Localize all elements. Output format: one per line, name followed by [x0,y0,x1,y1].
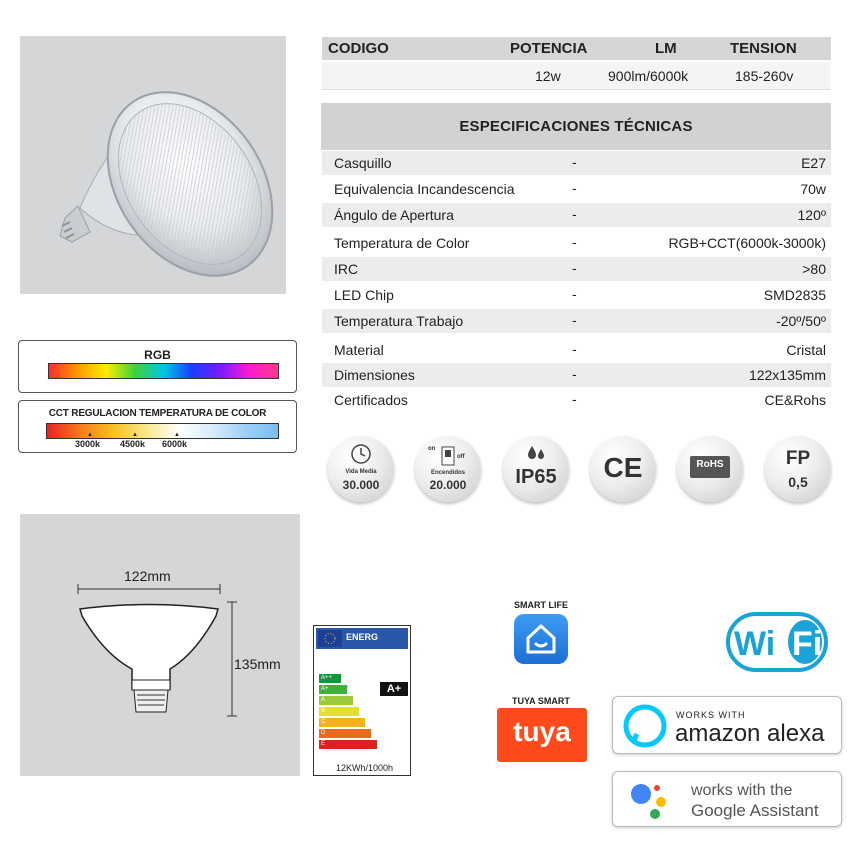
table-row [322,388,831,412]
life-badge [328,436,394,502]
fp-title: FP [785,448,811,469]
spec-title-bar [321,103,831,150]
google-assistant-works-with: works with the [691,782,793,799]
google-assistant-name: Google Assistant [691,801,819,820]
ip65-label: IP65 [515,466,557,488]
cct-title: CCT REGULACION TEMPERATURA DE COLOR [48,408,267,419]
spec-label: LED Chip [334,287,394,303]
spec-dash: - [572,391,577,407]
spec-dash: - [572,286,577,302]
spec-dash: - [572,180,577,196]
value-tension: 185-260v [735,68,794,84]
product-photo [20,36,286,294]
value-lm: 900lm/6000k [608,68,689,84]
spec-value: >80 [802,261,826,277]
switch-on-label: on [428,446,436,452]
spec-value: 120º [797,207,826,223]
top-table-header [322,37,831,60]
smartlife-app-icon [514,614,568,664]
top-table-values [322,62,831,90]
energy-word: ENERG [346,632,379,642]
spec-dash: - [572,260,577,276]
rgb-spectrum-bar [48,363,279,379]
rohs-plate [690,456,730,478]
spec-label: Dimensiones [334,367,415,383]
spec-label: Ángulo de Apertura [334,207,454,223]
energy-class-b: B [319,707,359,716]
google-assistant-icon [627,780,677,820]
table-row [322,283,831,307]
rgb-title: RGB [144,348,171,362]
par38-bulb-image [20,36,286,294]
spec-label: Temperatura Trabajo [334,313,464,329]
energy-class-a-plus-plus: A++ [319,674,341,683]
spec-dash: - [572,206,577,222]
spec-label: Equivalencia Incandescencia [334,181,515,197]
wifi-logo [726,610,832,676]
tuya-label: TUYA SMART [512,696,570,706]
spec-value: E27 [801,155,826,171]
table-row [322,309,831,333]
alexa-badge [612,696,842,754]
header-codigo: CODIGO [328,40,389,57]
energy-consumption: 12KWh/1000h [336,763,394,773]
energy-class-d: D [319,729,371,738]
ce-badge [590,436,656,502]
dimension-height: 135mm [234,656,281,672]
rgb-color-box [18,340,297,393]
header-potencia: POTENCIA [510,40,588,57]
spec-value: SMD2835 [763,287,826,303]
spec-dash: - [572,366,577,382]
switch-value: 20.000 [429,478,467,492]
spec-value: CE&Rohs [764,392,826,408]
spec-dash: - [572,341,577,357]
energy-label [313,625,411,776]
spec-label: Certificados [334,392,408,408]
switch-off-label: off [457,454,465,460]
switch-badge [415,436,481,502]
table-row [322,231,831,255]
energy-class-a: A [319,696,353,705]
eu-flag-icon [318,630,342,647]
rohs-label: RoHS [696,459,724,470]
google-assistant-badge [612,771,842,827]
table-row [322,203,831,227]
table-row [322,338,831,362]
energy-class-e: E [319,740,377,749]
spec-title: ESPECIFICACIONES TÉCNICAS [459,118,693,135]
table-row [322,177,831,201]
dimension-drawing [20,514,300,776]
energy-class-a-plus: A+ [319,685,347,694]
table-row [322,257,831,281]
clock-icon [349,442,373,466]
energy-rating: A+ [380,682,408,696]
life-label: Vida Media [345,469,377,475]
spec-value: RGB+CCT(6000k-3000k) [668,235,826,251]
energy-class-c: C [319,718,365,727]
water-drops-icon [525,444,547,462]
svg-text:Fi: Fi [792,625,823,663]
svg-text:Wi: Wi [734,625,776,663]
alexa-name: amazon alexa [675,720,825,747]
spec-label: Casquillo [334,155,392,171]
switch-icon [441,446,455,466]
home-icon [514,614,568,664]
header-tension: TENSION [730,40,797,57]
switch-label: Encendidos [430,470,465,476]
tuya-logo-text: tuya [513,716,571,747]
fp-badge [765,436,831,502]
ip65-badge [503,436,569,502]
cct-gradient-bar [46,423,279,439]
energy-header [316,628,408,649]
cct-mark-3000k: ▲ 3000k [75,439,100,449]
spec-label: IRC [334,261,359,277]
alexa-works-with: WORKS WITH [676,710,746,720]
fp-value: 0,5 [788,474,808,490]
spec-dash: - [572,312,577,328]
spec-label: Temperatura de Color [334,235,470,251]
spec-value: 70w [800,181,826,197]
table-row [322,363,831,387]
cct-mark-6000k: ▲ 6000k [162,439,187,449]
tuya-logo [497,708,587,762]
rohs-badge [677,436,743,502]
dimension-width: 122mm [124,568,171,584]
cct-color-box [18,400,297,453]
spec-label: Material [334,342,384,358]
table-row [322,151,831,175]
value-potencia: 12w [535,68,561,84]
header-lm: LM [655,40,677,57]
life-value: 30.000 [342,478,380,492]
spec-dash: - [572,234,577,250]
spec-value: 122x135mm [748,367,826,383]
spec-value: Cristal [786,342,826,358]
ce-mark: CE [603,452,643,483]
wifi-badge [726,610,832,676]
bulb-outline-drawing [20,514,300,776]
smartlife-label: SMART LIFE [514,600,568,610]
spec-dash: - [572,154,577,170]
alexa-icon [623,704,667,748]
cct-mark-4500k: ▲ 4500k [120,439,145,449]
spec-value: -20º/50º [776,313,826,329]
